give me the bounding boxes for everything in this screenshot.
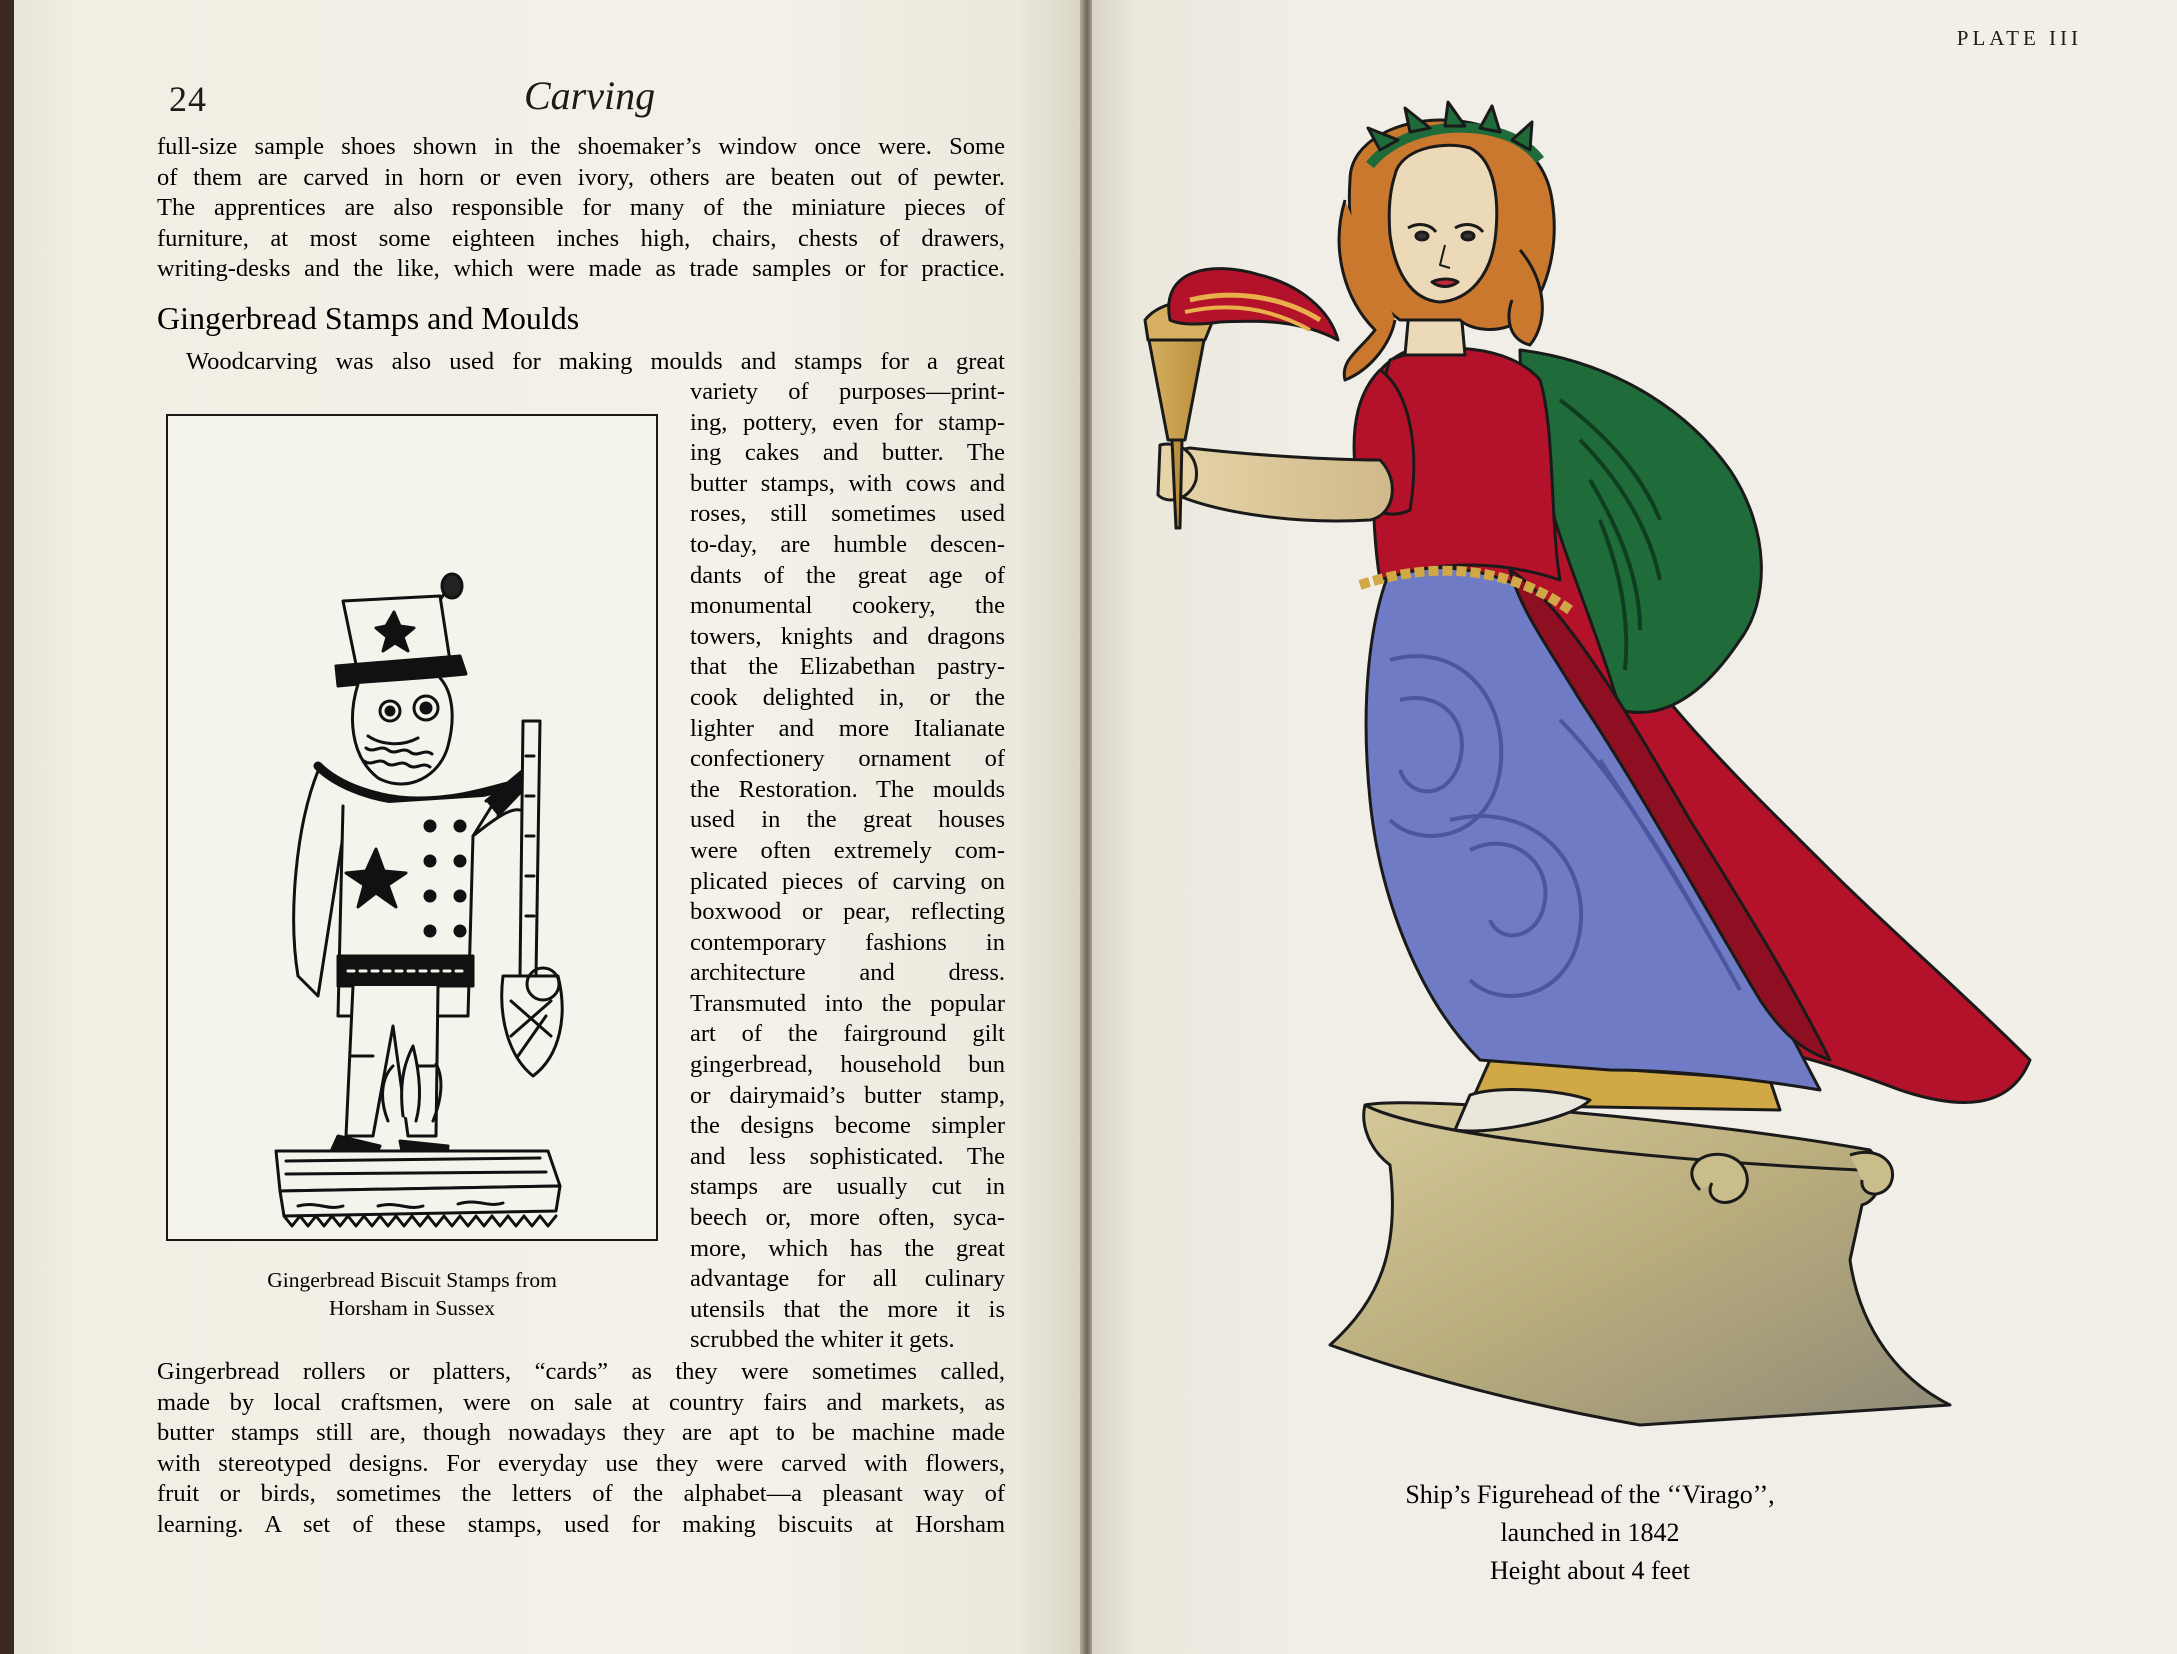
text-line: advantage for all culinary xyxy=(690,1265,1005,1293)
text-line: furniture, at most some eighteen inches high, chairs, chests of drawers, xyxy=(157,224,1005,252)
text-line: ing cakes and butter. The xyxy=(690,439,1005,467)
text-line: writing-desks and the like, which were made as trade samples or for practice. xyxy=(157,255,1005,283)
page-number: 24 xyxy=(169,79,207,119)
text-line: made by local craftsmen, were on sale at country fairs and markets, as xyxy=(157,1388,1005,1416)
text-line: variety of purposes—print- xyxy=(690,378,1005,405)
text-line: lighter and more Italianate xyxy=(690,714,1005,742)
text-line: boxwood or pear, reflecting xyxy=(690,898,1005,926)
plate-caption-line: launched in 1842 xyxy=(1500,1518,1680,1547)
text-line: gingerbread, household bun xyxy=(690,1051,1005,1079)
text-line: monumental cookery, the xyxy=(690,592,1005,620)
text-line: cook delighted in, or the xyxy=(690,683,1005,711)
text-line: roses, still sometimes used xyxy=(690,500,1005,528)
text-line: of them are carved in horn or even ivory, others are beaten out of pewter. xyxy=(157,163,1005,191)
text-line: beech or, more often, syca- xyxy=(690,1204,1005,1232)
text-line: used in the great houses xyxy=(690,806,1005,834)
text-line: Transmuted into the popular xyxy=(690,989,1005,1017)
paragraph-opening-line: Woodcarving was also used for making moulds and stamps for a great xyxy=(186,348,1005,375)
text-line: the Restoration. The moulds xyxy=(690,775,1005,803)
text-line: art of the fairground gilt xyxy=(690,1020,1005,1048)
text-line: confectionery ornament of xyxy=(690,745,1005,773)
text-line: with stereotyped designs. For everyday use they were carved with flowers, xyxy=(157,1449,1005,1477)
text-line: learning. A set of these stamps, used for making biscuits at Horsham xyxy=(157,1510,1005,1538)
text-line: scrubbed the whiter it gets. xyxy=(690,1326,955,1354)
text-line: the designs become simpler xyxy=(690,1112,1005,1140)
text-line: architecture and dress. xyxy=(690,959,1005,987)
text-line: fruit or birds, sometimes the letters of the alphabet—a pleasant way of xyxy=(157,1480,1005,1508)
plate-caption xyxy=(1290,1476,1890,1590)
figure-caption-line: Gingerbread Biscuit Stamps from xyxy=(267,1268,557,1292)
text-line: full-size sample shoes shown in the shoemaker’s window once were. Some xyxy=(157,133,1005,160)
text-line: towers, knights and dragons xyxy=(690,622,1005,650)
section-heading: Gingerbread Stamps and Moulds xyxy=(157,300,580,336)
text-line: utensils that the more it is xyxy=(690,1295,1005,1323)
text-line: and less sophisticated. The xyxy=(690,1142,1005,1170)
text-line: were often extremely com- xyxy=(690,836,1005,864)
text-line: ing, pottery, even for stamp- xyxy=(690,408,1005,436)
text-line: contemporary fashions in xyxy=(690,928,1005,956)
plate-caption-line: Ship’s Figurehead of the ‘‘Virago’’, xyxy=(1405,1480,1775,1509)
text-line: butter stamps still are, though nowadays they are apt to be machine made xyxy=(157,1419,1005,1447)
text-line: butter stamps, with cows and xyxy=(690,469,1005,497)
text-line: plicated pieces of carving on xyxy=(690,867,1005,895)
text-line: to-day, are humble descen- xyxy=(690,530,1005,558)
running-head: Carving xyxy=(524,73,656,118)
text-line: The apprentices are also responsible for many of the miniature pieces of xyxy=(157,194,1005,222)
figure-caption-line: Horsham in Sussex xyxy=(328,1296,496,1320)
text-line: more, which has the great xyxy=(690,1234,1005,1262)
text-line: that the Elizabethan pastry- xyxy=(690,653,1005,681)
plate-label: PLATE III xyxy=(1956,26,2082,50)
text-line: or dairymaid’s butter stamp, xyxy=(690,1081,1005,1109)
plate-caption-line: Height about 4 feet xyxy=(1490,1556,1690,1585)
text-line: dants of the great age of xyxy=(690,561,1005,589)
text-line: stamps are usually cut in xyxy=(690,1173,1005,1201)
text-line: Gingerbread rollers or platters, “cards” as they were sometimes called, xyxy=(157,1358,1005,1385)
